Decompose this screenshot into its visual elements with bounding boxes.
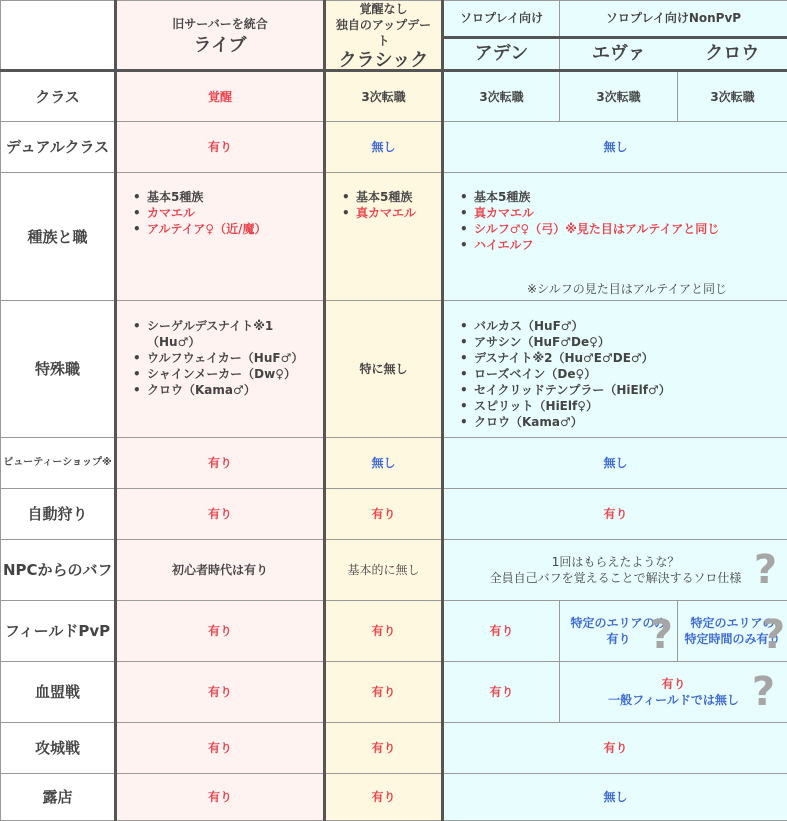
header-crow-title: クロウ [678,37,787,70]
list-item: • アルテイア♀（近/魔） [133,221,319,237]
list-item: • デスナイト※2（Hu♂E♂DE♂） [460,350,783,366]
cell-crow: 3次転職 [678,71,787,122]
question-icon: ? [754,550,777,590]
question-icon: ? [752,672,775,712]
cell-live: 有り [116,122,325,173]
list-item: • シャインメーカー（Dw♀） [133,366,319,382]
header-live-title: ライブ [121,38,319,54]
row-label: NPCからのバフ [1,540,116,601]
row-dual [1,122,787,173]
cell-classic: 有り [325,723,443,774]
corner-cell [1,1,116,71]
cell-solo: 無し [443,438,787,489]
race-list-classic [330,189,437,221]
list-item: • ウルフウェイカー（HuF♂） [133,350,319,366]
cell-solo: 有り [443,489,787,540]
row-beauty [1,438,787,489]
row-label: フィールドPvP [1,601,116,662]
header-classic-title: クラシック [330,53,437,69]
row-label: 攻城戦 [1,723,116,774]
list-item: • ハイエルフ [460,237,783,253]
row-clan [1,662,787,723]
clan-line2: 一般フィールドでは無し [564,692,783,708]
race-list-solo [448,189,783,253]
list-item: • クロウ（Kama♂） [460,414,783,430]
cell-live: 有り [116,774,325,821]
list-item: • シーゲルデスナイト※1（Hu♂） [133,318,319,350]
list-item: • カマエル [133,205,319,221]
header-live-sub: 旧サーバーを統合 [121,16,319,32]
row-special [1,301,787,438]
list-item: • 基本5種族 [342,189,437,205]
cell-classic: 無し [325,438,443,489]
row-race [1,173,787,301]
row-label: 種族と職 [1,173,116,301]
row-siege [1,723,787,774]
cell-classic: 有り [325,601,443,662]
crow-line1: 特定のエリアの [678,615,787,631]
special-list-solo [448,318,783,430]
cell-classic: 有り [325,662,443,723]
eva-line2: 有り [564,631,673,647]
row-label: ビューティーショップ※ [1,438,116,489]
clan-line1: 有り [564,676,783,692]
cell-eva [560,601,678,662]
cell-solo: 無し [443,774,787,821]
cell-live: 有り [116,601,325,662]
header-eva-title: エヴァ [560,37,678,70]
list-item: • スピリット（HiElf♀） [460,398,783,414]
race-note: ※シルフの見た目はアルテイアと同じ [448,281,783,297]
cell-solo [443,173,787,301]
row-label: クラス [1,71,116,122]
cell-crow [678,601,787,662]
list-item: • バルカス（HuF♂） [460,318,783,334]
cell-solo: 無し [443,122,787,173]
list-item: • セイクリッドテンプラー（HiElf♂） [460,382,783,398]
cell-nonpvp [560,662,787,723]
row-label: デュアルクラス [1,122,116,173]
header-classic-sub2: 独自のアップデート [330,17,437,49]
row-label: 特殊職 [1,301,116,438]
header-aden-sub: ソロプレイ向け [443,1,560,38]
list-item: • ローズベイン（De♀） [460,366,783,382]
list-item: • クロウ（Kama♂） [133,382,319,398]
row-class [1,71,787,122]
cell-live [116,173,325,301]
cell-solo [443,301,787,438]
question-icon: ? [762,615,785,655]
question-icon: ? [650,615,673,655]
list-item: • アサシン（HuF♂De♀） [460,334,783,350]
special-list-live [121,318,319,398]
list-item: • 真カマエル [342,205,437,221]
cell-classic: 有り [325,774,443,821]
list-item: • 基本5種族 [133,189,319,205]
cell-solo [443,540,787,601]
row-label: 自動狩り [1,489,116,540]
cell-live: 有り [116,723,325,774]
header-classic [325,1,443,71]
cell-aden: 3次転職 [443,71,560,122]
cell-classic [325,173,443,301]
header-classic-sub1: 覚醒なし [330,1,437,17]
header-live [116,1,325,71]
row-label: 血盟戦 [1,662,116,723]
row-label: 露店 [1,774,116,821]
list-item: • 真カマエル [460,205,783,221]
cell-live: 有り [116,438,325,489]
race-list-live [121,189,319,237]
cell-classic: 基本的に無し [325,540,443,601]
cell-live: 初心者時代は有り [116,540,325,601]
cell-solo: 有り [443,723,787,774]
cell-classic: 無し [325,122,443,173]
cell-classic: 3次転職 [325,71,443,122]
row-npcbuff [1,540,787,601]
row-fieldpvp [1,601,787,662]
cell-classic: 特に無し [325,301,443,438]
list-item: • 基本5種族 [460,189,783,205]
cell-live: 有り [116,662,325,723]
cell-aden: 有り [443,662,560,723]
crow-line2: 特定時間のみ有り [678,631,787,647]
row-autohunt [1,489,787,540]
cell-aden: 有り [443,601,560,662]
cell-classic: 有り [325,489,443,540]
header-nonpvp-sub: ソロプレイ向けNonPvP [560,1,787,38]
npcbuff-line1: 1回はもらえたような？ [448,554,783,570]
eva-line1: 特定のエリアのみ [564,615,673,631]
cell-live [116,301,325,438]
row-shop [1,774,787,821]
cell-eva: 3次転職 [560,71,678,122]
npcbuff-line2: 全員自己バフを覚えることで解決するソロ仕様 [448,570,783,586]
header-aden-title: アデン [443,37,560,70]
cell-live: 覚醒 [116,71,325,122]
list-item: • シルフ♂♀（弓）※見た目はアルテイアと同じ [460,221,783,237]
cell-live: 有り [116,489,325,540]
